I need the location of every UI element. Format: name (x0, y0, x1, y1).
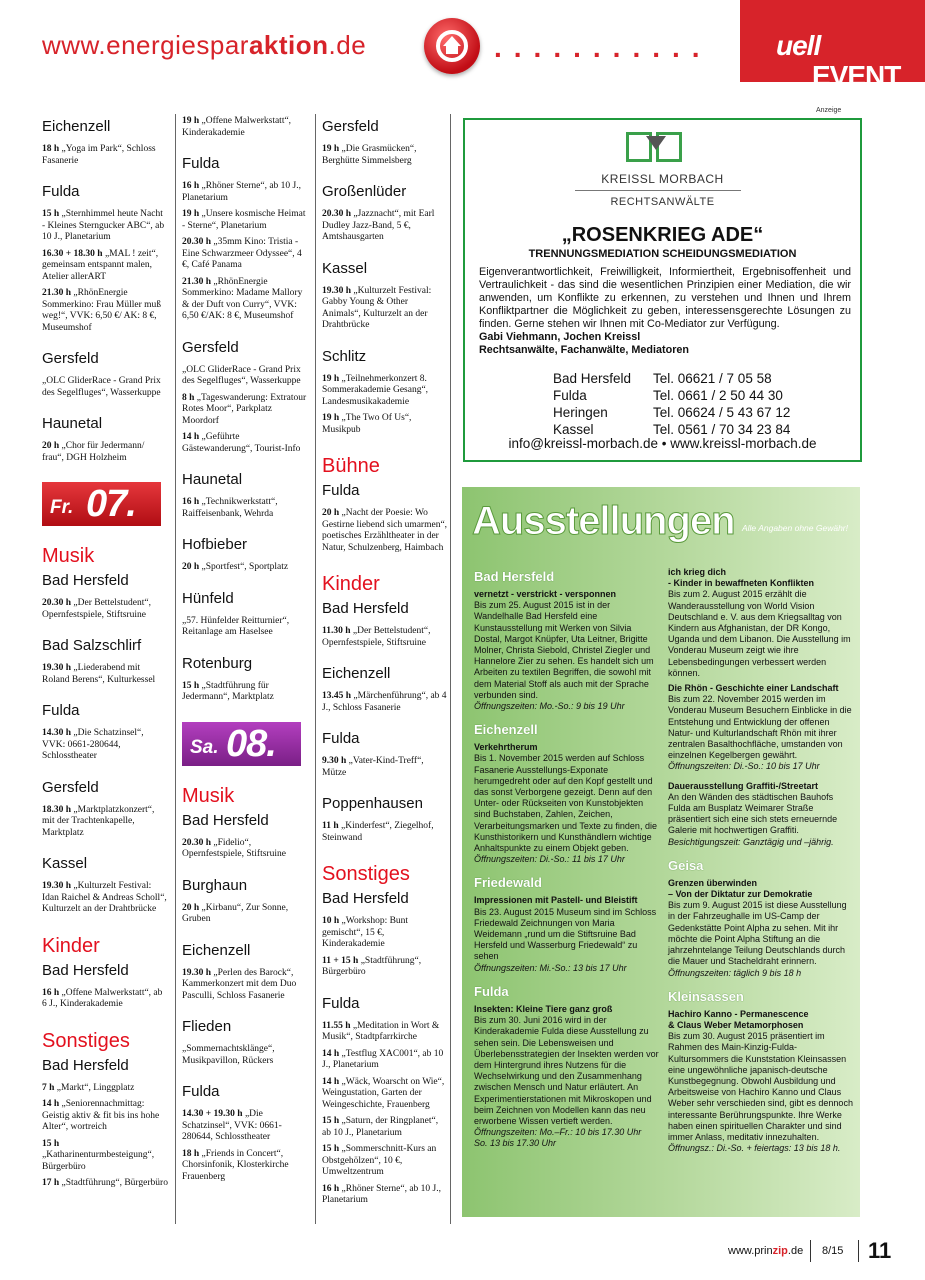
exhibition-hours: Öffnungszeiten: täglich 9 bis 18 h (668, 967, 802, 978)
event-item: 16 h „Offene Malwerkstatt“, ab 6 J., Kinderakademie (42, 987, 163, 1009)
ad-contact-row: Kassel Tel. 0561 / 70 34 23 84 (553, 422, 791, 437)
exhibition-hours: Öffnungszeiten: Di.-So.: 10 bis 17 Uhr (668, 761, 820, 772)
category-heading: Sonstiges (322, 863, 410, 885)
exhibition-text: Bis zum 22. November 2015 werden im Vonderau Museum Besuchern Einblicke in die Entstehung und Entwicklung der offenen Natur- und Kulturlandschaft Rhön mit ihrer zentralen Basalthochfläche, umstanden von einzelnen Kegelbergen gewährt. (668, 694, 852, 761)
event-item: 20.30 h „Jazznacht“, mit Earl Dudley Jazz-Band, 5 €, Amtshausgarten (322, 209, 435, 242)
town-heading: Eichenzell (182, 941, 251, 959)
event-item: 21.30 h „RhönEnergie Sommerkino: Madame Mallory & der Duft von Curry“, VVK: 6,50 €/AK: 8 €, Museumshof (182, 276, 303, 321)
header-dots: ........... (494, 32, 712, 63)
footer-divider (810, 1240, 811, 1262)
exhibition-hours: So. 13 bis 17.30 Uhr (474, 1138, 557, 1149)
ad-label: Anzeige (816, 107, 842, 114)
ad-contact-row: Bad Hersfeld Tel. 06621 / 7 05 58 (553, 371, 772, 386)
column-divider (175, 114, 176, 1224)
event-item: 19 h „Die Grasmücken“, Berghütte Simmelsberg (322, 144, 417, 166)
ad-contact-list (553, 370, 790, 438)
event-item: 19.30 h „Kulturzelt Festival: Gabby Young & Other Animals“, Kulturzelt an der Drahtbrücke (322, 285, 432, 330)
column-divider (315, 114, 316, 1224)
event-item: 10 h „Workshop: Bunt gemischt“, 15 €, Kinderakademie (322, 916, 409, 949)
town-heading: Fulda (322, 482, 360, 499)
town-heading: Hofbieber (182, 536, 248, 553)
event-item: 19.30 h „Perlen des Barock“, Kammerkonzert mit dem Duo Pasculli, Schloss Fasanerie (182, 967, 297, 1001)
event-item: 19 h „The Two Of Us“, Musikpub (322, 413, 412, 435)
event-item: 13.45 h „Märchenführung“, ab 4 J., Schloss Fasanerie (322, 691, 447, 713)
ad-divider (575, 190, 741, 191)
exhibitions-box (462, 487, 860, 1217)
town-heading: Fulda (182, 155, 220, 172)
event-item: 16 h „Rhöner Sterne“, ab 10 J., Planetarium (182, 181, 302, 203)
exhibition-title: Verkehrtherum (474, 742, 538, 753)
kreissl-morbach-logo-icon (626, 132, 688, 166)
event-item: 16 h „Technikwerkstatt“, Raiffeisenbank, Wehrda (182, 497, 278, 519)
town-heading: Bad Salzschlirf (42, 637, 142, 654)
town-heading: Fulda (322, 994, 360, 1012)
exhibition-title: & Claus Weber Metamorphosen (668, 1019, 804, 1030)
day-badge-saturday: Sa. 08. (182, 722, 301, 766)
exhibition-title: Grenzen überwinden (668, 877, 758, 888)
event-item: 16.30 + 18.30 h „MAL ! zeit“, gemeinsam entspannt malen, Atelier allerART (42, 248, 159, 282)
town-heading: Poppenhausen (322, 795, 423, 812)
event-item: 14 h „Geführte Gästewanderung“, Tourist-Info (182, 432, 301, 454)
event-item: 15 h „Katharinenturmbesteigung“, Bürgerbüro (42, 1138, 155, 1172)
town-heading: Bad Hersfeld (42, 961, 129, 979)
exhibition-town: Geisa (668, 857, 704, 873)
category-heading: Musik (182, 784, 235, 807)
town-heading: Hünfeld (182, 589, 234, 607)
event-item: 15 h „Sternhimmel heute Nacht - Kleines Sterngucker ABC“, ab 10 J., Planetarium (42, 209, 165, 242)
event-item: 19 h „Unsere kosmische Heimat - Sterne“, Planetarium (182, 209, 306, 231)
event-item: 18.30 h „Marktplatzkonzert“, mit der Trachtenkapelle, Marktplatz (42, 804, 155, 838)
event-item: 20 h „Kirbanu“, Zur Sonne, Gruben (182, 902, 289, 924)
event-item: 8 h „Tageswanderung: Extratour Rotes Moor“, Parkplatz Moordorf (182, 392, 307, 426)
ad-firm-name: KREISSL MORBACH (601, 172, 724, 186)
event-item: 7 h „Markt“, Linggplatz (42, 1082, 135, 1093)
exhibition-title: Die Rhön - Geschichte einer Landschaft (668, 683, 839, 694)
town-heading: Gersfeld (182, 338, 239, 356)
event-item: 15 h „Stadtführung für Jedermann“, Marktplatz (182, 680, 274, 702)
ad-contact-row: Fulda Tel. 0661 / 2 50 44 30 (553, 388, 783, 403)
exhibitions-disclaimer: Alle Angaben ohne Gewähr! (741, 523, 848, 533)
exhibition-hours: Öffnungszeiten: Mo.-So.: 9 bis 19 Uhr (474, 701, 625, 712)
category-heading: Kinder (322, 573, 380, 595)
event-item: 19 h „Offene Malwerkstatt“, Kinderakademie (182, 116, 292, 138)
event-item: 19 h „Teilnehmerkonzert 8. Sommerakademie Gesang“, Landesmusikakademie (322, 373, 429, 407)
event-item: 18 h „Yoga im Park“, Schloss Fasanerie (42, 144, 156, 166)
exhibition-title: ich krieg dich (668, 567, 727, 577)
town-heading: Gersfeld (42, 350, 99, 367)
town-heading: Gersfeld (322, 118, 379, 135)
column-divider (450, 114, 451, 1224)
event-item: 20 h „Sportfest“, Sportplatz (182, 562, 289, 572)
exhibitions-title: Ausstellungen (472, 499, 735, 543)
site-url[interactable]: www.energiesparaktion.de (42, 30, 367, 60)
town-heading: Rotenburg (182, 654, 253, 672)
exhibition-text: An den Wänden des städtischen Bauhofs Fulda am Busplatz Weimarer Straße präsentiert sich eine sich stets erneuernde Galerie mit hochwertigen Graffiti. (668, 791, 838, 836)
ad-body-text: Eigenverantwortlichkeit, Freiwilligkeit, Informiertheit, Ergebnisoffenheit und Vertraulichkeit - das sind die wesentlichen Prinzipien einer Mediation, die wir anwenden, um Konflikte zu erkennen, zu verstehen und Ihnen und Ihrem Konfliktpartner die Möglichkeit zu geben, interessensgerechte Lösungen zu finden. Gerne stehen wir Ihnen mit Co-Mediator zur Verfügung. Gabi Viehmann, Jochen Kreissl Rechtsanwälte, Fachanwälte, Mediatoren (479, 266, 851, 356)
town-heading: Fulda (182, 1083, 220, 1100)
ad-firm-subtitle: RECHTSANWÄLTE (610, 196, 715, 208)
event-item: 20 h „Nacht der Poesie: Wo Gestirne liebend sich umarmen“, poetisches Erzähltheater in der Natur, Schulzenberg, Haimbach (322, 508, 448, 553)
exhibition-hours: Besichtigungszeit: Ganztägig und –jährig. (668, 836, 834, 847)
events-column-3 (322, 116, 448, 1212)
event-item: 20 h „Chor für Jedermann/ frau“, DGH Holzheim (42, 441, 145, 463)
exhibition-title: vernetzt - verstrickt - versponnen (474, 589, 617, 599)
exhibition-text: Bis 23. August 2015 Museum sind im Schloss Friedewald Zeichnungen von Maria Weidemann „rund um die Stiftsruine Bad Hersfeld und Wasserburg Friedewald“ zu sehen (474, 906, 657, 962)
exhibition-title: Insekten: Kleine Tiere ganz groß (474, 1003, 613, 1014)
town-heading: Fulda (42, 702, 80, 719)
town-heading: Flieden (182, 1018, 232, 1035)
event-item: „57. Hünfelder Reitturnier“, Reitanlage am Haselsee (182, 615, 290, 637)
event-item: 14.30 h „Die Schatzinsel“, VVK: 0661-280644, Schlosstheater (42, 728, 144, 761)
event-item: 11.30 h „Der Bettelstudent“, Opernfestspiele, Stiftsruine (322, 626, 431, 648)
town-heading: Großenlüder (322, 183, 407, 200)
town-heading: Kassel (322, 259, 368, 277)
town-heading: Bad Hersfeld (322, 890, 409, 907)
exhibition-hours: Öffnungsz.: Di.-So. + feiertags: 13 bis 18 h. (668, 1143, 841, 1154)
exhibition-text: Bis zum 30. Juni 2016 wird in der Kinderakademie Fulda diese Ausstellung zu sehen sein. Die Lebensweisen und Überlebensstrategien der Insekten werden vor dem Hintergrund ihres Nutzens für die Wechselwirkung und den Zusammenhang zwischen Mensch und Natur erläutert. An Experimentierstationen mit Mikroskopen und beim Zeichnen von Modellen kann das neu erworbene Wissen vertieft werden. (474, 1015, 659, 1126)
event-item: 16 h „Rhöner Sterne“, ab 10 J., Planetarium (322, 1183, 442, 1205)
exhibition-title: Dauerausstellung Graffiti-/Streetart (668, 780, 819, 791)
event-item: 20.30 h „Fidelio“, Opernfestspiele, Stiftsruine (182, 837, 286, 859)
ad-subheadline: TRENNUNGSMEDIATION SCHEIDUNGSMEDIATION (528, 248, 797, 260)
event-item: 11 + 15 h „Stadtführung“, Bürgerbüro (322, 955, 422, 977)
exhibition-text: Bis zum 30. August 2015 präsentiert im Rahmen des Main-Kinzig-Fulda-Kultursommers die Kunststation Kleinsassen eine ungewöhnliche japanisch-deutsche Kunstbegegnung. Obwohl Ausbildung und Arbeitsweise von Hachiro Kanno und Claus Weber sehr verschieden sind, gibt es dennoch interessante Berührungspunkte. Ihre Werke haben einen spirituellen Charakter und sind immer Anlass, meditativ innezuhalten. (668, 1031, 853, 1142)
exhibition-title: - Kinder in bewaffneten Konflikten (668, 578, 815, 589)
event-item: 14 h „Wäck, Woarscht on Wie“, Weingustation, Garten der Weingeschichte, Frauenberg (322, 1076, 445, 1110)
event-item: 15 h „Saturn, der Ringplanet“, ab 10 J., Planetarium (322, 1116, 439, 1138)
category-heading: Sonstiges (42, 1029, 130, 1052)
exhibition-town: Eichenzell (474, 722, 538, 738)
event-item: 11 h „Kinderfest“, Ziegelhof, Steinwand (322, 821, 434, 843)
town-heading: Gersfeld (42, 778, 99, 796)
exhibition-town: Friedewald (474, 875, 542, 891)
event-item: „OLC GliderRace - Grand Prix des Segelfluges“, Wasserkuppe (42, 376, 161, 398)
issue-number: 8/15 (822, 1245, 844, 1257)
exhibition-hours: Öffnungszeiten: Mi.-So.: 13 bis 17 Uhr (474, 962, 627, 973)
town-heading: Eichenzell (322, 665, 391, 682)
footer-url[interactable]: www.prinzip.de (728, 1245, 804, 1257)
town-heading: Kassel (42, 855, 88, 872)
exhibition-title: Hachiro Kanno - Permanescence (668, 1008, 809, 1019)
event-item: „OLC GliderRace - Grand Prix des Segelfluges“, Wasserkuppe (182, 364, 301, 386)
exhibition-text: Bis zum 2. August 2015 erzählt die Wanderausstellung von World Vision Deutschland e. V. aus dem Kriegsalltag von Kindern aus Afghanistan, der DR Kongo, Uganda und dem Libanon. Die Ausstellung im Vonderau Museum zeigt wie ihre Lebensbedingungen verbessert werden können. (668, 589, 851, 678)
event-item: 20.30 h „Der Bettelstudent“, Opernfestspiele, Stiftsruine (42, 598, 151, 620)
town-heading: Schlitz (322, 347, 367, 365)
event-item: 14 h „Seniorennachmittag: Geistig aktiv & fit bis ins hohe Alter“, wortreich (42, 1099, 160, 1132)
town-heading: Fulda (322, 730, 360, 747)
events-column-2 (182, 116, 308, 1188)
category-heading: Musik (42, 545, 95, 567)
exhibition-text: Bis 1. November 2015 werden auf Schloss Fasanerie Ausstellungs-Exponate herumgedreht oder auf den Kopf gestellt und das sonst Verborgene gezeigt. Denn auf den Unter- oder Rückseiten von Kunstobjekten sind Buchstaben, Zahlen, Zeichen, Verarbeitungsmarken und Texte zu finden, die Kunsthistorikern und Kunsthändlern wichtige Anhaltspunkte zu einem Objekt geben. (474, 753, 657, 854)
ad-contact-row: Heringen Tel. 06624 / 5 43 67 12 (553, 405, 791, 420)
exhibition-hours: Öffnungszeiten: Mo.–Fr.: 10 bis 17.30 Uhr (474, 1127, 642, 1138)
event-item: 18 h „Friends in Concert“, Chorsinfonik, Klosterkirche Frauenberg (182, 1148, 289, 1182)
exhibition-hours: Öffnungszeiten: Di.-So.: 11 bis 17 Uhr (474, 854, 625, 865)
town-heading: Bad Hersfeld (182, 811, 269, 829)
events-column-1 (42, 116, 168, 1195)
event-item: 14.30 + 19.30 h „Die Schatzinsel“, VVK: 0661-280644, Schlosstheater (182, 1109, 282, 1142)
event-item: 21.30 h „RhönEnergie Sommerkino: Frau Müller muß weg!“, VVK: 6,50 €/ AK: 8 €, Museumshof (42, 288, 162, 333)
town-heading: Fulda (42, 183, 80, 200)
town-heading: Haunetal (182, 471, 243, 488)
exhibition-text: Bis zum 9. August 2015 ist diese Ausstellung in der Fahrzeughalle im US-Camp der Gedenkstätte Point Alpha zu sehen. Mit ihr möchte die Point Alpha Stiftung an die jahrzehntelange Teilung Deutschlands durch die Mauer und Stacheldraht erinnern. (668, 900, 847, 967)
event-item: 19.30 h „Kulturzelt Festival: Idan Raichel & Andreas Scholl“, Kulturzelt an der Drahtbrücke (42, 881, 167, 914)
exhibition-town: Fulda (474, 983, 509, 999)
law-firm-advertisement (463, 118, 862, 462)
category-heading: Bühne (322, 455, 380, 477)
event-item: 15 h „Sommerschnitt-Kurs an Obstgehölzen“, 10 €, Umweltzentrum (322, 1144, 437, 1177)
event-item: 20.30 h „35mm Kino: Tristia - Eine Schwarzmeer Odyssee“, 4 €, Café Panama (182, 237, 302, 270)
event-item: 19.30 h „Liederabend mit Roland Berens“, Kulturkessel (42, 663, 156, 685)
event-item: 17 h „Stadtführung“, Bürgerbüro (42, 1178, 168, 1188)
town-heading: Bad Hersfeld (322, 600, 409, 617)
town-heading: Haunetal (42, 415, 103, 432)
exhibition-town: Bad Hersfeld (474, 569, 555, 584)
exhibition-title: Impressionen mit Pastell- und Bleistift (474, 895, 638, 906)
footer-divider (858, 1240, 859, 1262)
town-heading: Burghaun (182, 876, 248, 894)
page-number: 11 (868, 1238, 892, 1263)
category-heading: Kinder (42, 934, 100, 957)
exhibition-town: Kleinsassen (668, 988, 744, 1004)
energiespar-logo-icon (424, 18, 480, 74)
exhibition-text: Bis zum 25. August 2015 ist in der Wandelhalle Bad Hersfeld eine Kunstausstellung mit Werken von Silvia Dostal, Margot Knüpfer, Uta Leitner, Brigitte Molner, Christa Siebold, Christel Ziegler und Hannelore Zier zu sehen. Es handelt sich um Arbeiten zu textilen Begriffen, die sowohl mit dem Material Stoff als auch mit der Sprache verbunden sind. (474, 600, 654, 700)
event-item: 14 h „Testflug XAC001“, ab 10 J., Planetarium (322, 1048, 444, 1070)
eventuell-tab: EVENT uell (740, 0, 925, 82)
town-heading: Bad Hersfeld (42, 572, 129, 589)
town-heading: Bad Hersfeld (42, 1056, 129, 1074)
event-item: 11.55 h „Meditation in Wort & Musik“, Stadtpfarrkirche (322, 1020, 440, 1042)
ad-email-web[interactable]: info@kreissl-morbach.de • www.kreissl-morbach.de (508, 436, 817, 451)
exhibition-title: – Von der Diktatur zur Demokratie (668, 889, 813, 900)
exhibitions-column-right (668, 567, 854, 1154)
town-heading: Eichenzell (42, 118, 111, 135)
event-item: 9.30 h „Vater-Kind-Treff“, Mütze (322, 756, 424, 778)
event-item: „Sommernachtsklänge“, Musikpavillon, Rückers (182, 1044, 275, 1066)
page-header (0, 0, 925, 91)
ad-headline: „ROSENKRIEG ADE“ (561, 224, 764, 246)
exhibitions-column-left (474, 567, 660, 1150)
day-badge-friday: Fr. 07. (42, 482, 161, 526)
